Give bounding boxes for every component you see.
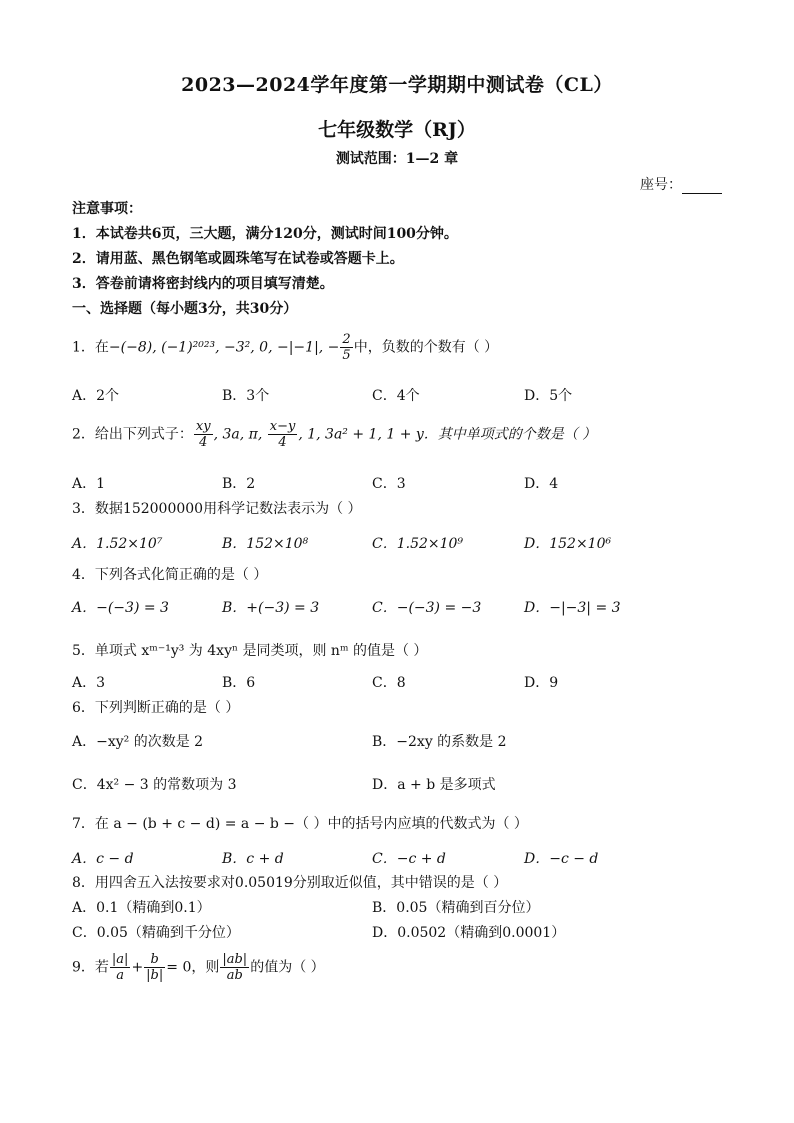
q9-suffix: 的值为（ ） — [250, 959, 325, 976]
q5-option-c[interactable]: C．8 — [372, 675, 406, 691]
q9-f2-num: b — [144, 952, 165, 968]
q2-f2-num: x−y — [269, 419, 296, 434]
q4-option-d[interactable]: D．−|−3| = 3 — [524, 600, 621, 616]
q2-option-c[interactable]: C．3 — [372, 476, 406, 492]
q1-option-c[interactable]: C．4个 — [372, 388, 420, 404]
q9-f2-den: |b| — [146, 968, 164, 983]
q1-fraction — [340, 332, 352, 363]
q2-f1-den: 4 — [199, 435, 208, 450]
q5-option-b[interactable]: B．6 — [222, 675, 256, 691]
q8-option-b[interactable]: B．0.05（精确到百分位） — [372, 900, 540, 916]
q2-f2-den: 4 — [278, 435, 287, 450]
q4-option-b[interactable]: B．+(−3) = 3 — [222, 600, 320, 616]
q9-fraction-1 — [110, 952, 131, 983]
q1-option-a[interactable]: A．2个 — [72, 388, 120, 404]
q1-option-d[interactable]: D．5个 — [524, 388, 573, 404]
q8-option-d[interactable]: D．0.0502（精确到0.0001） — [372, 925, 566, 941]
question-5: 5．单项式 xᵐ⁻¹y³ 为 4xyⁿ 是同类项，则 nᵐ 的值是（ ） — [72, 643, 428, 659]
question-7: 7．在 a − (b + c − d) = a − b −（ ）中的括号内应填的代数式为（ ） — [72, 816, 528, 832]
q9-f3-num: |ab| — [222, 952, 248, 967]
q8-option-a[interactable]: A．0.1（精确到0.1） — [72, 900, 211, 916]
q9-plus: + — [131, 959, 144, 976]
notice-item-3: 3．答卷前请将密封线内的项目填写清楚。 — [72, 276, 334, 292]
q9-f1-den: a — [116, 968, 125, 983]
q9-fraction-2 — [144, 952, 165, 983]
q5-option-a[interactable]: A．3 — [72, 675, 106, 691]
q9-f3-den: ab — [226, 968, 243, 983]
seat-number — [640, 174, 722, 194]
q9-fraction-3 — [220, 952, 249, 983]
q6-option-c[interactable]: C．4x² − 3 的常数项为 3 — [72, 777, 237, 793]
q2-fraction-2 — [268, 419, 298, 450]
q7-option-a[interactable]: A．c − d — [72, 851, 134, 867]
q5-option-d[interactable]: D．9 — [524, 675, 559, 691]
question-8: 8．用四舍五入法按要求对0.05019分别取近似值，其中错误的是（ ） — [72, 875, 508, 891]
q1-frac-den: 5 — [342, 348, 351, 363]
question-6: 6．下列判断正确的是（ ） — [72, 700, 240, 716]
q4-option-c[interactable]: C．−(−3) = −3 — [372, 600, 482, 616]
question-4: 4．下列各式化简正确的是（ ） — [72, 567, 268, 583]
notice-item-2: 2．请用蓝、黑色钢笔或圆珠笔写在试卷或答题卡上。 — [72, 251, 404, 267]
q1-option-b[interactable]: B．3个 — [222, 388, 270, 404]
seat-label: 座号： — [640, 177, 682, 193]
q3-option-d[interactable]: D．152×10⁶ — [524, 536, 612, 552]
q9-eq: = 0，则 — [166, 959, 220, 976]
q6-option-a[interactable]: A．−xy² 的次数是 2 — [72, 734, 204, 750]
q2-prefix: 2．给出下列式子： — [72, 426, 193, 443]
question-1 — [72, 332, 498, 363]
q3-option-c[interactable]: C．1.52×10⁹ — [372, 536, 464, 552]
notice-heading: 注意事项： — [72, 201, 142, 217]
q4-option-a[interactable]: A．−(−3) = 3 — [72, 600, 169, 616]
q1-suffix: 中，负数的个数有（ ） — [353, 339, 499, 356]
notice-item-1: 1．本试卷共6页，三大题，满分120分，测试时间100分钟。 — [72, 226, 458, 242]
section-1-heading: 一、选择题（每小题3分，共30分） — [72, 301, 298, 317]
q9-f1-num: |a| — [111, 952, 129, 967]
q2-option-b[interactable]: B．2 — [222, 476, 256, 492]
q1-expr: −(−8), (−1)²⁰²³, −3², 0, −|−1|, − — [108, 339, 340, 356]
q3-option-b[interactable]: B．152×10⁸ — [222, 536, 309, 552]
q7-option-d[interactable]: D．−c − d — [524, 851, 599, 867]
seat-blank[interactable] — [682, 179, 722, 194]
q6-option-b[interactable]: B．−2xy 的系数是 2 — [372, 734, 507, 750]
test-scope: 测试范围：1—2 章 — [335, 151, 459, 167]
q7-option-b[interactable]: B．c + d — [222, 851, 284, 867]
q2-fraction-1 — [194, 419, 213, 450]
q2-tail: , 1, 3a² + 1, 1 + y．其中单项式的个数是（ ） — [298, 426, 597, 443]
q6-option-d[interactable]: D．a + b 是多项式 — [372, 777, 496, 793]
q8-option-c[interactable]: C．0.05（精确到千分位） — [72, 925, 240, 941]
q9-prefix: 9．若 — [72, 959, 109, 976]
q2-option-a[interactable]: A．1 — [72, 476, 106, 492]
question-2 — [72, 419, 596, 450]
q1-frac-num: 2 — [342, 332, 351, 347]
q1-prefix: 1．在 — [72, 339, 109, 356]
q2-option-d[interactable]: D．4 — [524, 476, 559, 492]
q7-option-c[interactable]: C．−c + d — [372, 851, 446, 867]
q2-f1-num: xy — [195, 419, 211, 434]
exam-title: 2023—2024学年度第一学期期中测试卷（CL） — [181, 74, 613, 96]
q2-mid: , 3a, π, — [213, 426, 267, 443]
q3-option-a[interactable]: A．1.52×10⁷ — [72, 536, 163, 552]
question-9 — [72, 952, 325, 983]
exam-subtitle: 七年级数学（RJ） — [318, 119, 476, 141]
question-3: 3．数据152000000用科学记数法表示为（ ） — [72, 501, 362, 517]
